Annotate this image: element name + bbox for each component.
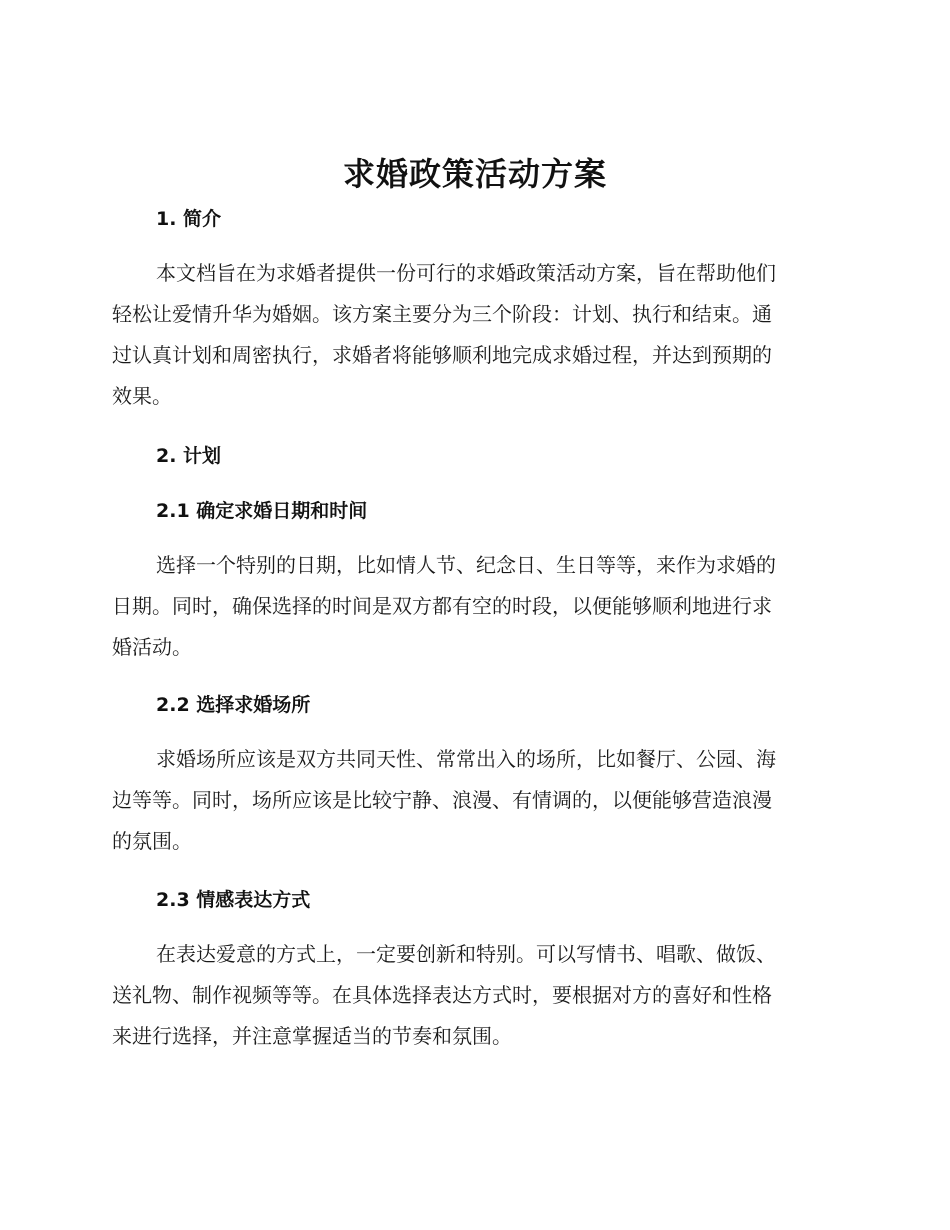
section-paragraph-expression <box>112 934 830 1057</box>
paragraph-line: 轻松让爱情升华为婚姻。该方案主要分为三个阶段：计划、执行和结束。通 <box>112 302 772 326</box>
paragraph-line: 本文档旨在为求婚者提供一份可行的求婚政策活动方案，旨在帮助他们 <box>156 261 776 285</box>
paragraph-line: 送礼物、制作视频等等。在具体选择表达方式时，要根据对方的喜好和性格 <box>112 983 772 1007</box>
section-paragraph-venue <box>112 739 830 862</box>
paragraph-line: 来进行选择，并注意掌握适当的节奏和氛围。 <box>112 1024 512 1048</box>
paragraph-line: 日期。同时，确保选择的时间是双方都有空的时段，以便能够顺利地进行求 <box>112 594 772 618</box>
section-heading-plan: 2. 计划 <box>156 445 222 467</box>
section-heading-expression: 2.3 情感表达方式 <box>156 889 311 911</box>
paragraph-line: 选择一个特别的日期，比如情人节、纪念日、生日等等，来作为求婚的 <box>156 553 776 577</box>
paragraph-line: 边等等。同时，场所应该是比较宁静、浪漫、有情调的，以便能够营造浪漫 <box>112 788 772 812</box>
section-heading-date-time: 2.1 确定求婚日期和时间 <box>156 500 368 522</box>
paragraph-line: 效果。 <box>112 384 172 408</box>
paragraph-line: 的氛围。 <box>112 829 192 853</box>
paragraph-line: 求婚场所应该是双方共同天性、常常出入的场所，比如餐厅、公园、海 <box>156 747 776 771</box>
paragraph-line: 在表达爱意的方式上，一定要创新和特别。可以写情书、唱歌、做饭、 <box>156 942 776 966</box>
section-heading-intro: 1. 简介 <box>156 208 222 230</box>
document-title: 求婚政策活动方案 <box>342 155 607 193</box>
paragraph-line: 过认真计划和周密执行，求婚者将能够顺利地完成求婚过程，并达到预期的 <box>112 343 772 367</box>
section-heading-venue: 2.2 选择求婚场所 <box>156 694 311 716</box>
section-paragraph-date-time <box>112 545 830 668</box>
paragraph-line: 婚活动。 <box>112 635 192 659</box>
section-paragraph-intro <box>112 253 830 417</box>
